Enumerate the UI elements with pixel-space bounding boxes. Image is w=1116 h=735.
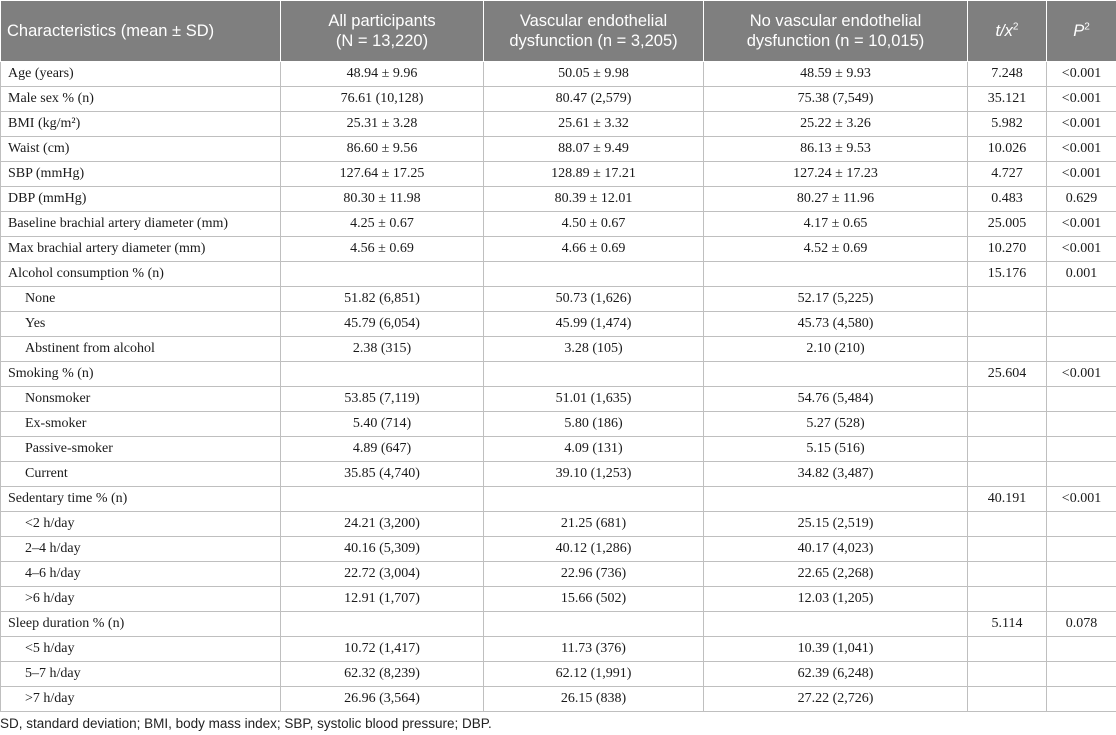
test-statistic-cell: 25.005 xyxy=(968,212,1047,237)
test-statistic-cell xyxy=(968,412,1047,437)
row-label: 2–4 h/day xyxy=(1,537,281,562)
table-row xyxy=(1,687,1116,712)
all-participants-cell: 53.85 (7,119) xyxy=(281,387,484,412)
test-statistic-cell xyxy=(968,512,1047,537)
p-value-cell: <0.001 xyxy=(1047,162,1116,187)
table-row xyxy=(1,262,1116,287)
test-statistic-cell xyxy=(968,687,1047,712)
p-value-cell: <0.001 xyxy=(1047,112,1116,137)
test-statistic-cell xyxy=(968,637,1047,662)
p-value-cell xyxy=(1047,337,1116,362)
table-row xyxy=(1,287,1116,312)
vascular-dysfunction-cell: 50.05 ± 9.98 xyxy=(484,62,704,87)
row-label: 4–6 h/day xyxy=(1,562,281,587)
no-vascular-dysfunction-cell xyxy=(704,487,968,512)
header-all-participants xyxy=(281,1,484,62)
vascular-dysfunction-cell: 26.15 (838) xyxy=(484,687,704,712)
header-p-value-sup: 2 xyxy=(1084,21,1090,33)
row-label: <5 h/day xyxy=(1,637,281,662)
no-vascular-dysfunction-cell xyxy=(704,612,968,637)
table-row xyxy=(1,187,1116,212)
vascular-dysfunction-cell: 4.66 ± 0.69 xyxy=(484,237,704,262)
all-participants-cell: 25.31 ± 3.28 xyxy=(281,112,484,137)
vascular-dysfunction-cell: 25.61 ± 3.32 xyxy=(484,112,704,137)
no-vascular-dysfunction-cell: 25.15 (2,519) xyxy=(704,512,968,537)
row-label: <2 h/day xyxy=(1,512,281,537)
row-label: DBP (mmHg) xyxy=(1,187,281,212)
no-vascular-dysfunction-cell: 52.17 (5,225) xyxy=(704,287,968,312)
p-value-cell xyxy=(1047,562,1116,587)
header-no-vascular-dysfunction-line2: dysfunction (n = 10,015) xyxy=(746,32,925,50)
all-participants-cell: 5.40 (714) xyxy=(281,412,484,437)
row-label: Sleep duration % (n) xyxy=(1,612,281,637)
p-value-cell xyxy=(1047,312,1116,337)
all-participants-cell: 40.16 (5,309) xyxy=(281,537,484,562)
no-vascular-dysfunction-cell: 127.24 ± 17.23 xyxy=(704,162,968,187)
row-label: SBP (mmHg) xyxy=(1,162,281,187)
p-value-cell xyxy=(1047,662,1116,687)
all-participants-cell: 51.82 (6,851) xyxy=(281,287,484,312)
all-participants-cell: 62.32 (8,239) xyxy=(281,662,484,687)
test-statistic-cell: 7.248 xyxy=(968,62,1047,87)
p-value-cell: <0.001 xyxy=(1047,212,1116,237)
no-vascular-dysfunction-cell: 45.73 (4,580) xyxy=(704,312,968,337)
row-label: Current xyxy=(1,462,281,487)
table-row xyxy=(1,112,1116,137)
p-value-cell: <0.001 xyxy=(1047,87,1116,112)
test-statistic-cell: 0.483 xyxy=(968,187,1047,212)
vascular-dysfunction-cell xyxy=(484,262,704,287)
table-row xyxy=(1,662,1116,687)
p-value-cell: 0.001 xyxy=(1047,262,1116,287)
vascular-dysfunction-cell: 22.96 (736) xyxy=(484,562,704,587)
table-row xyxy=(1,237,1116,262)
table-footnote: SD, standard deviation; BMI, body mass index; SBP, systolic blood pressure; DBP. xyxy=(0,716,492,731)
table-row xyxy=(1,612,1116,637)
test-statistic-cell xyxy=(968,312,1047,337)
test-statistic-cell xyxy=(968,337,1047,362)
header-characteristics xyxy=(1,1,281,62)
test-statistic-cell: 10.026 xyxy=(968,137,1047,162)
all-participants-cell: 4.56 ± 0.69 xyxy=(281,237,484,262)
vascular-dysfunction-cell: 5.80 (186) xyxy=(484,412,704,437)
test-statistic-cell: 15.176 xyxy=(968,262,1047,287)
all-participants-cell: 22.72 (3,004) xyxy=(281,562,484,587)
table-row xyxy=(1,362,1116,387)
header-vascular-dysfunction xyxy=(484,1,704,62)
table-row xyxy=(1,412,1116,437)
vascular-dysfunction-cell xyxy=(484,487,704,512)
no-vascular-dysfunction-cell: 25.22 ± 3.26 xyxy=(704,112,968,137)
p-value-cell xyxy=(1047,587,1116,612)
row-label: 5–7 h/day xyxy=(1,662,281,687)
all-participants-cell: 80.30 ± 11.98 xyxy=(281,187,484,212)
no-vascular-dysfunction-cell: 86.13 ± 9.53 xyxy=(704,137,968,162)
header-test-statistic-sup: 2 xyxy=(1012,21,1019,33)
no-vascular-dysfunction-cell: 48.59 ± 9.93 xyxy=(704,62,968,87)
row-label: Max brachial artery diameter (mm) xyxy=(1,237,281,262)
header-test-statistic xyxy=(968,1,1047,62)
table-header-row xyxy=(1,1,1116,62)
vascular-dysfunction-cell: 51.01 (1,635) xyxy=(484,387,704,412)
test-statistic-cell: 5.982 xyxy=(968,112,1047,137)
p-value-cell: <0.001 xyxy=(1047,487,1116,512)
no-vascular-dysfunction-cell: 10.39 (1,041) xyxy=(704,637,968,662)
row-label: Nonsmoker xyxy=(1,387,281,412)
vascular-dysfunction-cell: 4.09 (131) xyxy=(484,437,704,462)
vascular-dysfunction-cell: 4.50 ± 0.67 xyxy=(484,212,704,237)
p-value-cell xyxy=(1047,287,1116,312)
vascular-dysfunction-cell: 88.07 ± 9.49 xyxy=(484,137,704,162)
test-statistic-cell xyxy=(968,537,1047,562)
table-row xyxy=(1,487,1116,512)
p-value-cell xyxy=(1047,637,1116,662)
p-value-cell xyxy=(1047,462,1116,487)
p-value-cell: <0.001 xyxy=(1047,62,1116,87)
vascular-dysfunction-cell: 50.73 (1,626) xyxy=(484,287,704,312)
table-row xyxy=(1,537,1116,562)
test-statistic-cell xyxy=(968,437,1047,462)
row-label: BMI (kg/m²) xyxy=(1,112,281,137)
no-vascular-dysfunction-cell: 34.82 (3,487) xyxy=(704,462,968,487)
table-row xyxy=(1,587,1116,612)
row-label: Waist (cm) xyxy=(1,137,281,162)
vascular-dysfunction-cell: 45.99 (1,474) xyxy=(484,312,704,337)
table-row xyxy=(1,87,1116,112)
vascular-dysfunction-cell: 40.12 (1,286) xyxy=(484,537,704,562)
row-label: Passive-smoker xyxy=(1,437,281,462)
test-statistic-cell xyxy=(968,287,1047,312)
header-characteristics-label: Characteristics (mean ± SD) xyxy=(7,22,215,40)
header-vascular-dysfunction-line2: dysfunction (n = 3,205) xyxy=(509,32,678,50)
no-vascular-dysfunction-cell: 62.39 (6,248) xyxy=(704,662,968,687)
no-vascular-dysfunction-cell: 80.27 ± 11.96 xyxy=(704,187,968,212)
vascular-dysfunction-cell: 15.66 (502) xyxy=(484,587,704,612)
no-vascular-dysfunction-cell: 54.76 (5,484) xyxy=(704,387,968,412)
row-label: Abstinent from alcohol xyxy=(1,337,281,362)
no-vascular-dysfunction-cell: 27.22 (2,726) xyxy=(704,687,968,712)
no-vascular-dysfunction-cell: 4.52 ± 0.69 xyxy=(704,237,968,262)
table-row xyxy=(1,162,1116,187)
header-all-participants-line2: (N = 13,220) xyxy=(335,32,429,50)
test-statistic-cell: 35.121 xyxy=(968,87,1047,112)
all-participants-cell: 35.85 (4,740) xyxy=(281,462,484,487)
all-participants-cell: 86.60 ± 9.56 xyxy=(281,137,484,162)
no-vascular-dysfunction-cell: 22.65 (2,268) xyxy=(704,562,968,587)
row-label: Sedentary time % (n) xyxy=(1,487,281,512)
all-participants-cell: 76.61 (10,128) xyxy=(281,87,484,112)
row-label: Smoking % (n) xyxy=(1,362,281,387)
table-body xyxy=(1,62,1116,712)
row-label: Alcohol consumption % (n) xyxy=(1,262,281,287)
all-participants-cell xyxy=(281,362,484,387)
all-participants-cell: 2.38 (315) xyxy=(281,337,484,362)
vascular-dysfunction-cell xyxy=(484,612,704,637)
row-label: >6 h/day xyxy=(1,587,281,612)
table-row xyxy=(1,137,1116,162)
no-vascular-dysfunction-cell: 4.17 ± 0.65 xyxy=(704,212,968,237)
vascular-dysfunction-cell: 128.89 ± 17.21 xyxy=(484,162,704,187)
table-row xyxy=(1,512,1116,537)
row-label: Male sex % (n) xyxy=(1,87,281,112)
test-statistic-cell xyxy=(968,462,1047,487)
header-no-vascular-dysfunction xyxy=(704,1,968,62)
header-p-value xyxy=(1047,1,1116,62)
no-vascular-dysfunction-cell xyxy=(704,362,968,387)
p-value-cell xyxy=(1047,537,1116,562)
test-statistic-cell xyxy=(968,662,1047,687)
all-participants-cell xyxy=(281,487,484,512)
all-participants-cell: 12.91 (1,707) xyxy=(281,587,484,612)
p-value-cell xyxy=(1047,687,1116,712)
row-label: >7 h/day xyxy=(1,687,281,712)
p-value-cell: <0.001 xyxy=(1047,362,1116,387)
test-statistic-cell: 4.727 xyxy=(968,162,1047,187)
p-value-cell xyxy=(1047,387,1116,412)
test-statistic-cell xyxy=(968,562,1047,587)
all-participants-cell: 4.25 ± 0.67 xyxy=(281,212,484,237)
all-participants-cell: 10.72 (1,417) xyxy=(281,637,484,662)
all-participants-cell: 4.89 (647) xyxy=(281,437,484,462)
vascular-dysfunction-cell: 21.25 (681) xyxy=(484,512,704,537)
no-vascular-dysfunction-cell: 75.38 (7,549) xyxy=(704,87,968,112)
table-row xyxy=(1,62,1116,87)
test-statistic-cell: 40.191 xyxy=(968,487,1047,512)
all-participants-cell: 127.64 ± 17.25 xyxy=(281,162,484,187)
p-value-cell xyxy=(1047,512,1116,537)
row-label: None xyxy=(1,287,281,312)
all-participants-cell: 26.96 (3,564) xyxy=(281,687,484,712)
header-p-value-label: P xyxy=(1073,22,1085,40)
table-row xyxy=(1,212,1116,237)
p-value-cell: 0.629 xyxy=(1047,187,1116,212)
row-label: Age (years) xyxy=(1,62,281,87)
row-label: Baseline brachial artery diameter (mm) xyxy=(1,212,281,237)
test-statistic-cell: 10.270 xyxy=(968,237,1047,262)
row-label: Yes xyxy=(1,312,281,337)
vascular-dysfunction-cell: 62.12 (1,991) xyxy=(484,662,704,687)
vascular-dysfunction-cell: 3.28 (105) xyxy=(484,337,704,362)
all-participants-cell: 45.79 (6,054) xyxy=(281,312,484,337)
no-vascular-dysfunction-cell: 40.17 (4,023) xyxy=(704,537,968,562)
table-row xyxy=(1,312,1116,337)
table-row xyxy=(1,637,1116,662)
p-value-cell xyxy=(1047,412,1116,437)
vascular-dysfunction-cell: 39.10 (1,253) xyxy=(484,462,704,487)
vascular-dysfunction-cell xyxy=(484,362,704,387)
row-label: Ex-smoker xyxy=(1,412,281,437)
all-participants-cell xyxy=(281,262,484,287)
p-value-cell: <0.001 xyxy=(1047,237,1116,262)
p-value-cell: 0.078 xyxy=(1047,612,1116,637)
table-row xyxy=(1,462,1116,487)
header-test-statistic-label: t/x xyxy=(995,22,1013,40)
all-participants-cell: 24.21 (3,200) xyxy=(281,512,484,537)
vascular-dysfunction-cell: 11.73 (376) xyxy=(484,637,704,662)
test-statistic-cell xyxy=(968,387,1047,412)
no-vascular-dysfunction-cell xyxy=(704,262,968,287)
all-participants-cell xyxy=(281,612,484,637)
header-vascular-dysfunction-line1: Vascular endothelial xyxy=(519,12,668,30)
vascular-dysfunction-cell: 80.47 (2,579) xyxy=(484,87,704,112)
no-vascular-dysfunction-cell: 12.03 (1,205) xyxy=(704,587,968,612)
header-all-participants-line1: All participants xyxy=(328,12,436,30)
all-participants-cell: 48.94 ± 9.96 xyxy=(281,62,484,87)
vascular-dysfunction-cell: 80.39 ± 12.01 xyxy=(484,187,704,212)
p-value-cell xyxy=(1047,437,1116,462)
test-statistic-cell: 25.604 xyxy=(968,362,1047,387)
table-row xyxy=(1,562,1116,587)
test-statistic-cell: 5.114 xyxy=(968,612,1047,637)
table-row xyxy=(1,437,1116,462)
test-statistic-cell xyxy=(968,587,1047,612)
no-vascular-dysfunction-cell: 5.15 (516) xyxy=(704,437,968,462)
header-no-vascular-dysfunction-line1: No vascular endothelial xyxy=(749,12,922,30)
p-value-cell: <0.001 xyxy=(1047,137,1116,162)
table-row xyxy=(1,337,1116,362)
no-vascular-dysfunction-cell: 5.27 (528) xyxy=(704,412,968,437)
no-vascular-dysfunction-cell: 2.10 (210) xyxy=(704,337,968,362)
table-row xyxy=(1,387,1116,412)
